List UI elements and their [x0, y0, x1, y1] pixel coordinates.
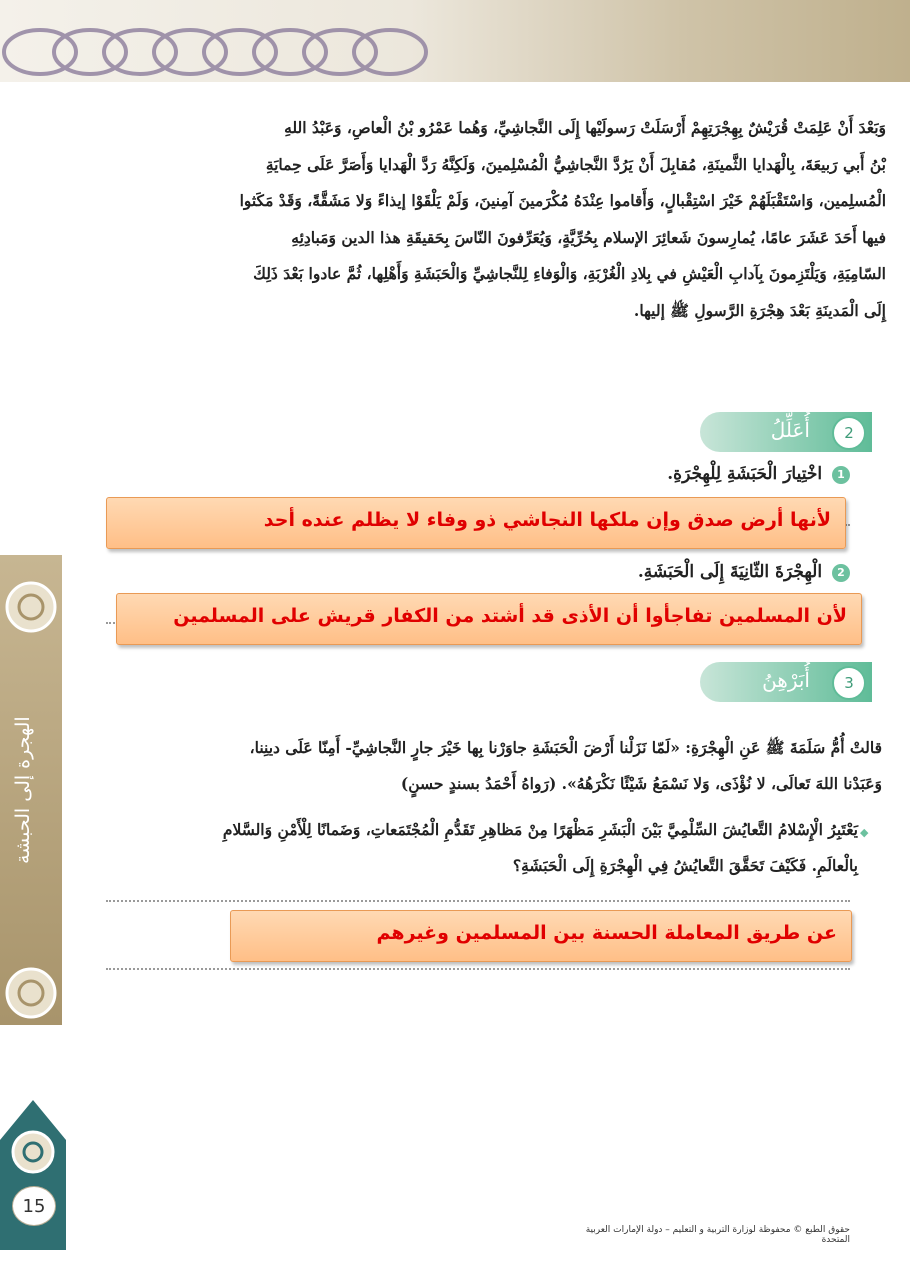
section-number: 3 — [832, 666, 866, 700]
quote-line: قالتْ أُمُّ سَلَمَةَ ﷺ عَنِ الْهِجْرَةِ: «لَمّا نَزَلْنا أَرْضَ الْحَبَشَةِ جاوَرْنا بِها خَيْرَ جارٍ النَّجاشِيِّ- أَمِنّا عَلَى دينِنا، — [249, 738, 882, 757]
question-text: الْهِجْرَةَ الثّانِيَةَ إِلَى الْحَبَشَةِ. — [637, 562, 823, 582]
question-number: 1 — [832, 466, 850, 484]
answer-box[interactable] — [106, 497, 846, 549]
hadith-quote — [84, 730, 882, 802]
answer-text: لأنها أرض صدق وإن ملكها النجاشي ذو وفاء لا يظلم عنده أحد — [263, 509, 831, 531]
page-number: 15 — [12, 1186, 56, 1226]
answer-line — [106, 968, 850, 970]
medallion-icon — [4, 580, 58, 634]
header-band — [0, 0, 910, 82]
answer-line — [106, 900, 850, 902]
section-heading-prove — [700, 662, 872, 702]
paragraph-line: وَبَعْدَ أَنْ عَلِمَتْ قُرَيْشٌ بِهِجْرَتِهِمْ أَرْسَلَتْ رَسولَيْها إِلَى النَّجاشِيِّ، وَهُما عَمْرُو بْنُ الْعاصِ، وَعَبْدُ اللهِ — [284, 118, 886, 137]
question-item — [638, 562, 850, 582]
answer-text: لأن المسلمين تفاجأوا أن الأذى قد أشتد من الكفار قريش على المسلمين — [173, 605, 847, 627]
chain-ornament-icon — [0, 22, 440, 82]
answer-box[interactable] — [230, 910, 852, 962]
section-title: أُبَرْهِنُ — [762, 668, 810, 692]
medallion-icon — [4, 966, 58, 1020]
question-line: بِالْعالَمِ. فَكَيْفَ تَحَقَّقَ التَّعايُشُ فِي الْهِجْرَةِ إِلَى الْحَبَشَةِ؟ — [512, 856, 858, 875]
diamond-bullet-icon: ◆ — [860, 826, 869, 839]
section-heading-explain — [700, 412, 872, 452]
paragraph-line: بْنُ أَبي رَبيعَةَ، بِالْهَدايا الثَّمينَةِ، مُقابِلَ أَنْ يَرُدَّ النَّجاشِيُّ الْمُسْلِمينَ، وَلَكِنَّهُ رَدَّ الْهَدايا وَأَصَرَّ عَلَى حِمايَةِ — [265, 154, 886, 174]
paragraph-line: الْمُسلِمين، وَاسْتَقْبَلَهُمْ خَيْرَ اسْتِقْبالٍ، وَأَقاموا عِنْدَهُ مُكْرَمينَ آمِنينَ، وَلَمْ يَلْقَوْا إيذاءً وَلا مَشَقَّةً، وَقَدْ مَكَثوا — [239, 191, 886, 210]
question-line: يَعْتَبِرُ الْإِسْلامُ التَّعايُشَ السِّلْمِيَّ بَيْنَ الْبَشَرِ مَظْهَرًا مِنْ مَظاهِرِ تَقَدُّمِ الْمُجْتَمَعاتِ، وَضَمانًا لِلْأَمْنِ وَالسَّلامِ — [222, 820, 858, 839]
quote-line: وَعَبَدْنا اللهَ تَعالَى، لا نُؤْذَى، وَلا نَسْمَعُ شَيْئًا نَكْرَهُهُ». (رَواهُ أَحْمَدُ بسندٍ حسنٍ) — [400, 774, 882, 793]
page-ornament-icon — [0, 1100, 66, 1250]
answer-box[interactable] — [116, 593, 862, 645]
paragraph-line: فيها أَحَدَ عَشَرَ عامًا، يُمارِسونَ شَعائِرَ الإسلام بِحُرِّيَّةٍ، وَيُعَرِّفونَ النّاسَ بِحَقيقَةِ هذا الدين وَمَبادِئِهِ — [291, 227, 886, 247]
copyright-footer: حقوق الطبع © محفوظة لوزارة التربية و التعليم – دولة الإمارات العربية المتحدة — [585, 1225, 850, 1245]
paragraph-line: إِلَى الْمَدينَةِ بَعْدَ هِجْرَةِ الرَّسولِ ﷺ إليها. — [633, 300, 886, 320]
question-text: اخْتِيارَ الْحَبَشَةِ لِلْهِجْرَةِ. — [667, 464, 823, 484]
paragraph-line: السّامِيَةِ، وَيَلْتَزِمونَ بِآدابِ الْعَيْشِ في بِلادِ الْغُرْبَةِ، وَالْوَفاءِ لِلنَّجاشِيِّ وَالْحَبَشَةِ وَأَهْلِها، ثُمَّ عادوا بَعْدَ ذَلِكَ — [253, 264, 886, 283]
question-paragraph — [84, 812, 858, 884]
chapter-side-title: الهجرة إلى الحبشة — [12, 716, 34, 864]
question-item — [667, 464, 850, 484]
intro-paragraph — [84, 110, 886, 329]
question-number: 2 — [832, 564, 850, 582]
section-number: 2 — [832, 416, 866, 450]
section-title: أُعَلِّلُ — [770, 418, 810, 442]
answer-text: عن طريق المعاملة الحسنة بين المسلمين وغيرهم — [376, 922, 837, 944]
